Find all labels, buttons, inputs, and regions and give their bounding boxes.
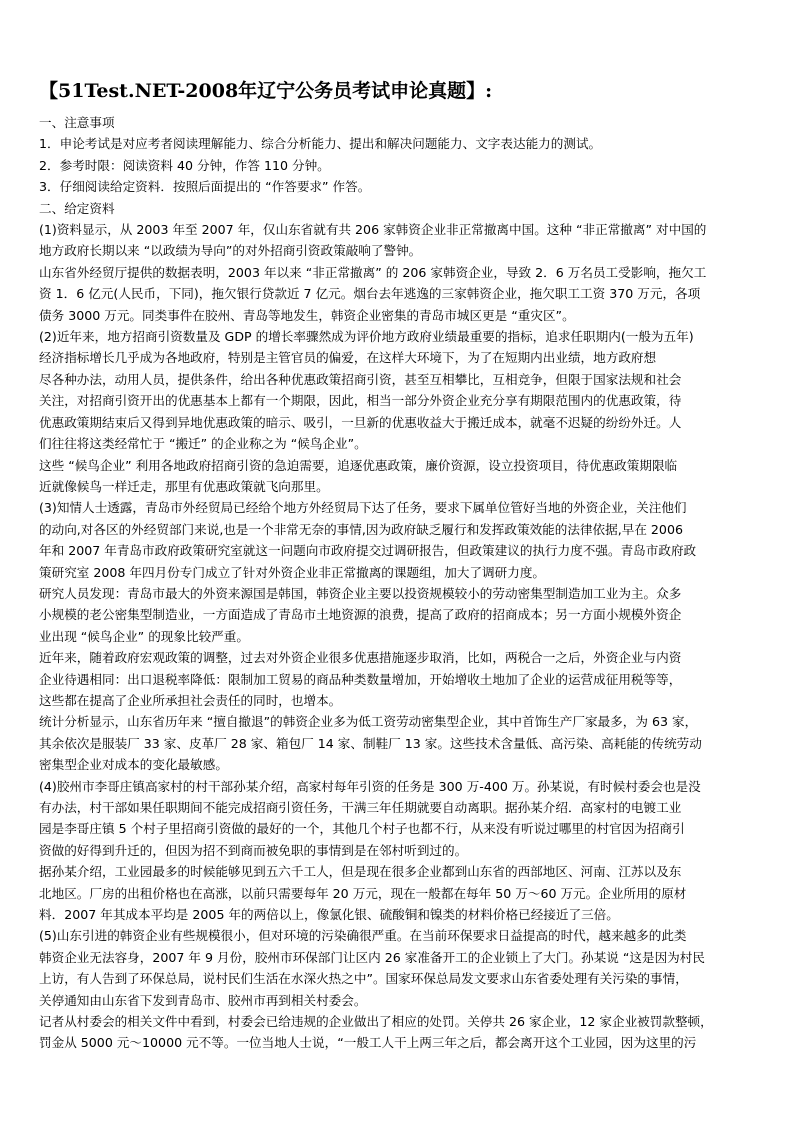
text-line: 北地区。厂房的出租价格也在高涨，以前只需要每年 20 万元，现在一般都在每年 50 万～60 万元。企业所用的原材 [39,885,687,901]
text-line: 策研究室 2008 年四月份专门成立了针对外资企业非正常撤离的课题组，加大了调研力度。 [39,564,546,580]
text-line: 们往往将这类经常忙于 “搬迁” 的企业称之为 “候鸟企业”。 [39,436,367,452]
text-line: 关注，对招商引资开出的优惠基本上都有一个期限，因此，相当一部分外资企业充分享有期限范围内的优惠政策，待 [39,393,682,409]
text-line: 园是李哥庄镇 5 个村子里招商引资做的最好的一个，其他几个村子也都不行，从来没有听说过哪里的村官因为招商引 [39,821,685,837]
text-line: 韩资企业无法容身，2007 年 9 月份，胶州市环保部门让区内 26 家准备开工的企业锁上了大门。孙某说 “这是因为村民 [39,949,705,965]
text-line: (2)近年来，地方招商引资数量及 GDP 的增长率骤然成为评价地方政府业绩最重要的指标，追求任职期内(一般为五年) [39,329,694,345]
text-line: 密集型企业对成本的变化最敏感。 [39,757,228,773]
document-title: 【51Test.NET-2008年辽宁公务员考试申论真题】: [39,80,493,102]
text-line: 上访，有人告到了环保总局，说村民们生活在水深火热之中”。国家环保总局发文要求山东省委处理有关污染的事情， [39,971,688,987]
text-line: 地方政府长期以来 “以政绩为导向”的对外招商引资政策敲响了警钟。 [39,243,422,259]
text-line: 记者从村委会的相关文件中看到，村委会已给违规的企业做出了相应的处罚。关停共 26 家企业，12 家企业被罚款整顿， [39,1014,713,1030]
text-line: 3．仔细阅读给定资料．按照后面提出的 “作答要求” 作答。 [39,179,371,195]
text-line: 尽各种办法，动用人员，提供条件，给出各种优惠政策招商引资，甚至互相攀比，互相竞争，但限于国家法规和社会 [39,371,682,387]
text-line: 债务 3000 万元。同类事件在胶州、青岛等地发生，韩资企业密集的青岛市城区更是 “重灾区”。 [39,307,575,323]
text-line: 一、注意事项 [39,115,115,130]
text-line: (4)胶州市李哥庄镇高家村的村干部孙某介绍，高家村每年引资的任务是 300 万-400 万。孙某说，有时候村委会也是没 [39,778,701,794]
text-line: 关停通知由山东省下发到青岛市、胶州市再到相关村委会。 [39,992,367,1008]
text-line: 这些 “候鸟企业” 利用各地政府招商引资的急迫需要，追逐优惠政策，廉价资源，设立投资项目，待优惠政策期限临 [39,457,678,473]
text-line: (5)山东引进的韩资企业有些规模很小，但对环境的污染确很严重。在当前环保要求日益提高的时代，越来越多的此类 [39,928,687,944]
text-line: 2．参考时限：阅读资料 40 分钟，作答 110 分钟。 [39,157,330,173]
text-line: 经济指标增长几乎成为各地政府，特别是主管官员的偏爱，在这样大环境下，为了在短期内出业绩，地方政府想 [39,350,657,366]
document-body [39,112,763,1054]
text-line: 山东省外经贸厅提供的数据表明，2003 年以来 “非正常撤离” 的 206 家韩资企业，导致 2．6 万名员工受影响，拖欠工 [39,264,707,280]
text-line: (1)资料显示，从 2003 年至 2007 年，仅山东省就有共 206 家韩资企业非正常撤离中国。这种 “非正常撤离” 对中国的 [39,222,707,238]
text-line: 有办法，村干部如果任职期间不能完成招商引资任务，干满三年任期就要自动离职。据孙某介绍．高家村的电镀工业 [39,800,682,815]
text-line: 研究人员发现：青岛市最大的外资来源国是韩国，韩资企业主要以投资规模较小的劳动密集型制造加工业为主。众多 [39,585,682,601]
text-line: 资做的好得到升迁的，但因为招不到商而被免职的事情到是在邻村听到过的。 [39,842,468,858]
text-line: 小规模的老公密集型制造业，一方面造成了青岛市土地资源的浪费，提高了政府的招商成本；另一方面小规模外资企 [39,607,682,623]
text-line: 的动向,对各区的外经贸部门来说,也是一个非常无奈的事情,因为政府缺乏履行和发挥政策效能的法律依据,早在 2006 [39,521,683,537]
text-line: 1．申论考试是对应考者阅读理解能力、综合分析能力、提出和解决问题能力、文字表达能力的测试。 [39,136,602,152]
text-line: 这些都在提高了企业所承担社会责任的同时，也增本。 [39,692,342,708]
text-line: 近年来，随着政府宏观政策的调整，过去对外资企业很多优惠措施逐步取消，比如，两税合一之后，外资企业与内资 [39,650,682,666]
text-line: 料．2007 年其成本平均是 2005 年的两倍以上，像氯化银、硫酸铜和镍类的材料价格已经接近了三倍。 [39,907,619,923]
text-line: 年和 2007 年青岛市政府政策研究室就这一问题向市政府提交过调研报告，但政策建议的执行力度不强。青岛市政府政 [39,543,697,559]
text-line: 近就像候鸟一样迁走，那里有优惠政策就飞向那里。 [39,478,329,494]
text-line: 企业待遇相同：出口退税率降低：限制加工贸易的商品种类数量增加，开始增收土地加了企业的运营成征用税等等， [39,671,682,687]
text-line: 其余依次是服装厂 33 家、皮革厂 28 家、箱包厂 14 家、制鞋厂 13 家。这些技术含量低、高污染、高耗能的传统劳动 [39,735,702,751]
text-line: 业出现 “候鸟企业” 的现象比较严重。 [39,628,249,644]
text-line: 据孙某介绍，工业园最多的时候能够见到五六千工人，但是现在很多企业都到山东省的西部地区、河南、江苏以及东 [39,864,682,880]
text-line: 二、给定资料 [39,200,115,216]
text-line: 统计分析显示，山东省历年来 “擅自撤退”的韩资企业多为低工资劳动密集型企业，其中首饰生产厂家最多，为 63 家， [39,714,698,730]
text-line: 罚金从 5000 元～10000 元不等。一位当地人士说，“一般工人干上两三年之后，都会离开这个工业园，因为这里的污 [39,1035,697,1051]
text-line: 优惠政策期结束后又得到异地优惠政策的暗示、吸引，一旦新的优惠收益大于搬迁成本，就毫不迟疑的纷纷外迁。人 [39,414,682,430]
document-page [39,78,763,1054]
text-line: 资 1．6 亿元(人民币，下同)，拖欠银行贷款近 7 亿元。烟台去年逃逸的三家韩资企业，拖欠职工工资 370 万元，各项 [39,286,701,302]
text-line: (3)知情人士透露，青岛市外经贸局已经给个地方外经贸局下达了任务，要求下属单位管好当地的外资企业，关注他们 [39,500,687,516]
